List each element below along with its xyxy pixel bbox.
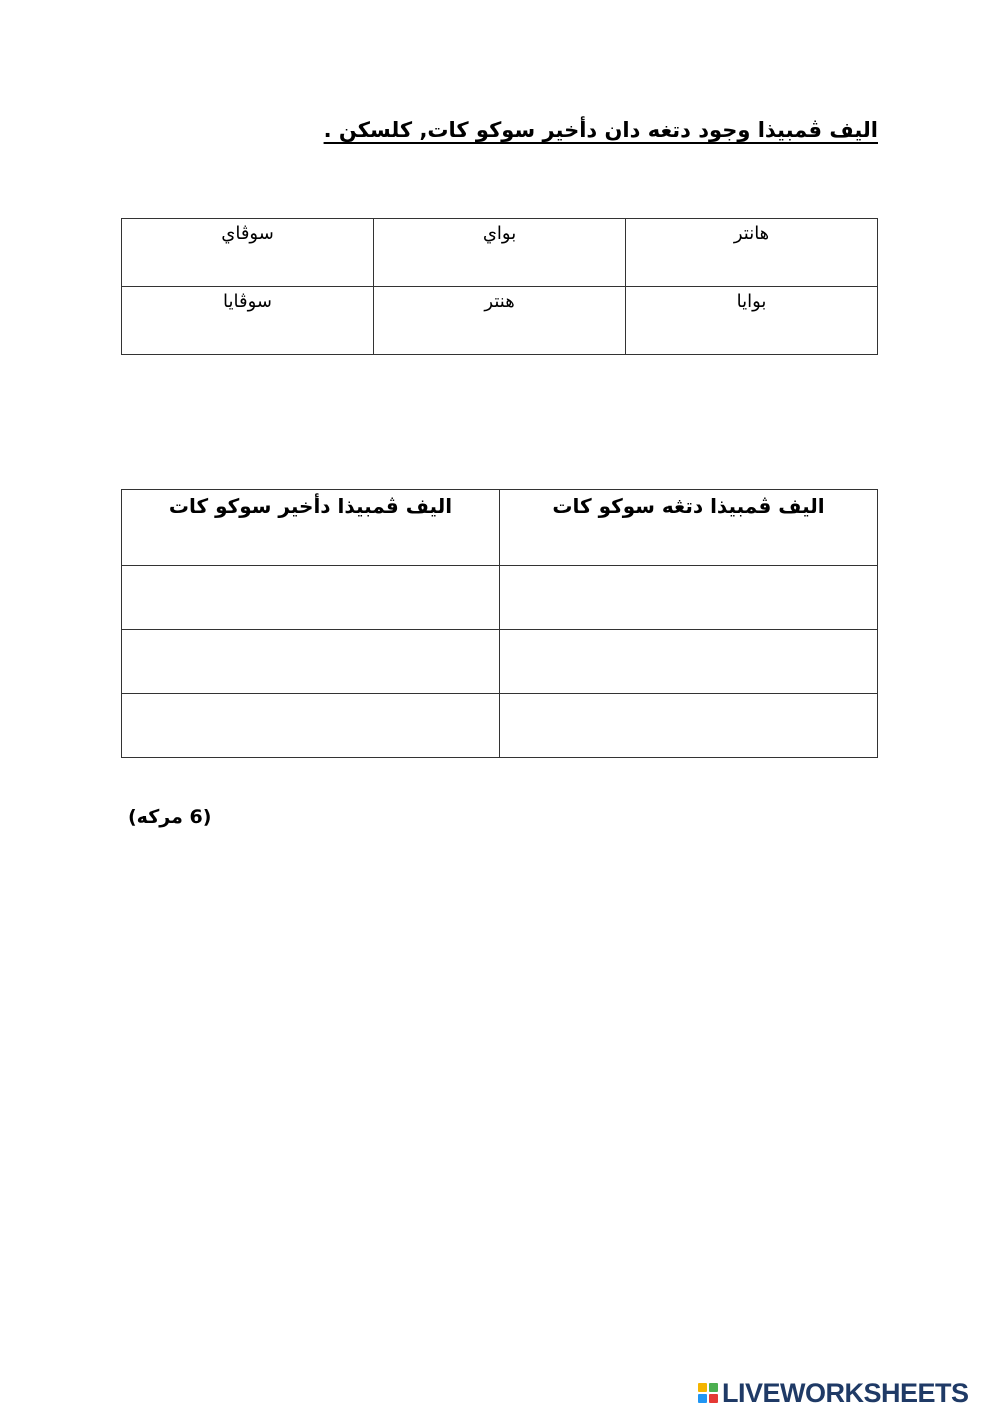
word-cell: بواي	[374, 219, 626, 287]
word-cell: بوايا	[626, 287, 878, 355]
marks-label: (6 مركه)	[128, 806, 212, 828]
answer-row	[122, 694, 878, 758]
answer-cell-end[interactable]	[122, 566, 500, 630]
word-bank-row	[122, 219, 878, 287]
logo-square	[698, 1383, 707, 1392]
word-cell: هانتر	[626, 219, 878, 287]
instruction-heading: اليف ڤمبيذا وجود دتغه دان دأخير سوكو كات, كلسكن .	[323, 118, 878, 142]
answer-cell-middle[interactable]	[500, 566, 878, 630]
answer-table	[121, 489, 878, 758]
logo-square	[709, 1383, 718, 1392]
answer-cell-middle[interactable]	[500, 694, 878, 758]
answer-cell-end[interactable]	[122, 630, 500, 694]
word-bank-row	[122, 287, 878, 355]
header-middle-syllable: اليف ڤمبيذا دتڠه سوكو كات	[500, 490, 878, 566]
word-bank-table	[121, 218, 878, 355]
word-cell: سوڤايا	[122, 287, 374, 355]
answer-row	[122, 566, 878, 630]
word-cell: هنتر	[374, 287, 626, 355]
answer-cell-end[interactable]	[122, 694, 500, 758]
answer-cell-middle[interactable]	[500, 630, 878, 694]
answer-row	[122, 630, 878, 694]
brand-footer	[698, 1380, 969, 1406]
brand-logo-icon	[698, 1383, 718, 1403]
answer-header-row	[122, 490, 878, 566]
word-cell: سوڤاي	[122, 219, 374, 287]
logo-square	[709, 1394, 718, 1403]
brand-name: LIVEWORKSHEETS	[722, 1378, 969, 1408]
header-end-syllable: اليف ڤمبيذا دأخير سوكو كات	[122, 490, 500, 566]
logo-square	[698, 1394, 707, 1403]
